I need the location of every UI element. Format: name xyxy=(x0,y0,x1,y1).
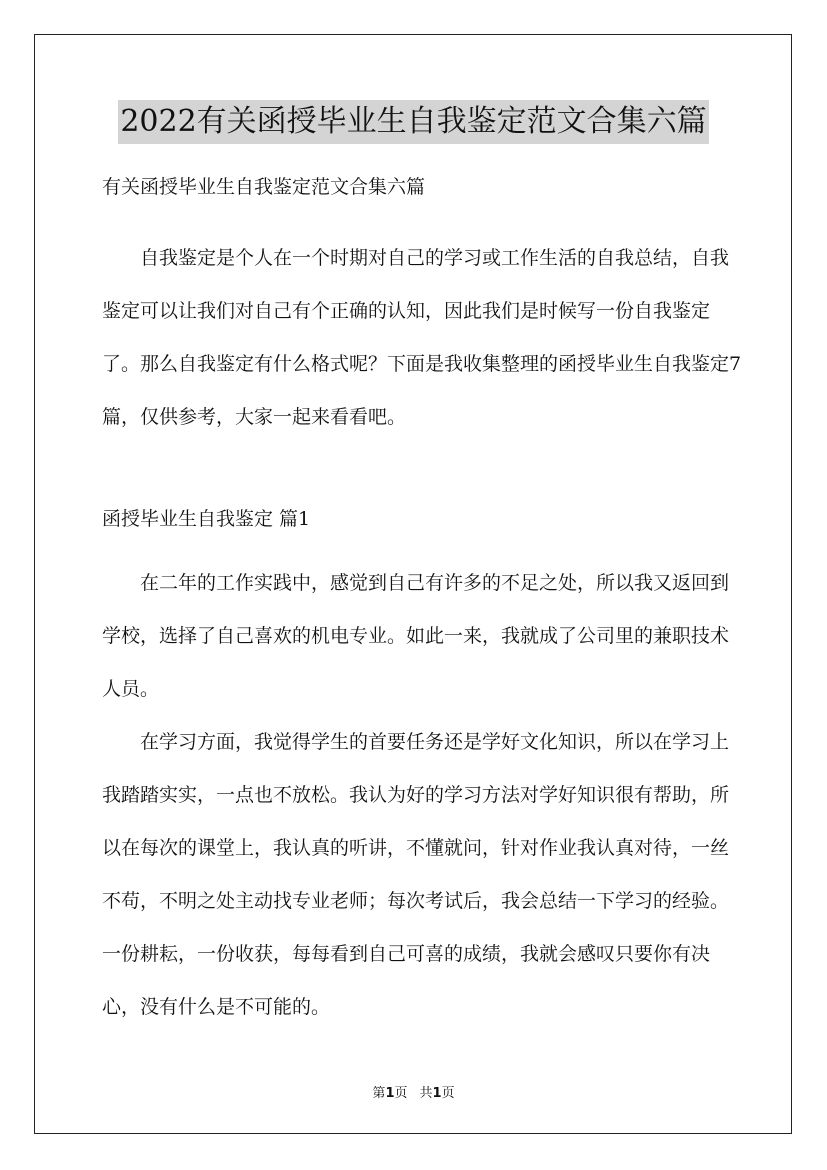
title-container xyxy=(0,100,827,144)
page-suffix: 页 xyxy=(394,1086,408,1101)
document-title: 2022有关函授毕业生自我鉴定范文合集六篇 xyxy=(118,100,708,144)
section-paragraph: 在二年的工作实践中，感觉到自己有许多的不足之处，所以我又返回到学校，选择了自己喜欢的机电专业。如此一来，我就成了公司里的兼职技术人员。 xyxy=(102,572,730,700)
section-paragraph: 在学习方面，我觉得学生的首要任务还是学好文化知识，所以在学习上我踏踏实实，一点也不放松。我认为好的学习方法对学好知识很有帮助，所以在每次的课堂上，我认真的听讲，不懂就问，针对作业我认真对待，一丝不苟，不明之处主动找专业老师；每次考试后，我会总结一下学习的经验。一份耕耘，一份收获，每每看到自己可喜的成绩，我就会感叹只要你有决心，没有什么是不可能的。 xyxy=(102,731,730,1018)
document-subtitle: 有关函授毕业生自我鉴定范文合集六篇 xyxy=(102,176,426,198)
page-current: 1 xyxy=(385,1086,395,1101)
page-footer xyxy=(0,1082,827,1101)
total-prefix: 共 xyxy=(419,1086,433,1101)
page-total: 1 xyxy=(432,1086,442,1101)
page-prefix: 第 xyxy=(372,1086,386,1101)
document-body xyxy=(102,174,742,1034)
intro-paragraph: 自我鉴定是个人在一个时期对自己的学习或工作生活的自我总结，自我鉴定可以让我们对自己有个正确的认知，因此我们是时候写一份自我鉴定了。那么自我鉴定有什么格式呢？下面是我收集整理的函授毕业生自我鉴定7篇，仅供参考，大家一起来看看吧。 xyxy=(102,247,742,428)
section-heading: 函授毕业生自我鉴定 篇1 xyxy=(102,508,311,530)
total-suffix: 页 xyxy=(441,1086,455,1101)
